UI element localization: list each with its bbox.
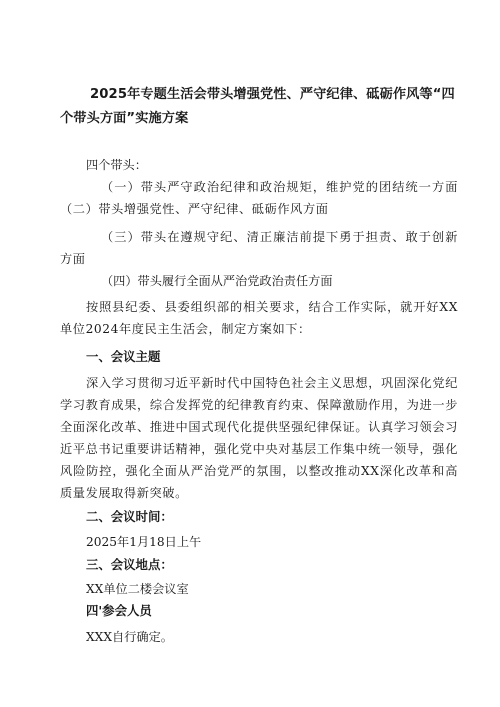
section-heading-time: 二、会议时间： bbox=[86, 509, 173, 524]
list-item-1: （一）带头严守政治纪律和政治规矩，维护党的团结统一方面（二）带头增强党性、严守纪律、砥砺作风方面 bbox=[60, 180, 458, 216]
list-item-2: （三）带头在遵规守纪、清正廉洁前提下勇于担责、敢于创新方面 bbox=[60, 230, 458, 266]
section-body-time: 2025年1月18日上午 bbox=[86, 535, 202, 549]
preface-paragraph: 按照县纪委、县委组织部的相关要求，结合工作实际，就开好XX单位2024年度民主生活会，制定方案如下： bbox=[60, 300, 458, 336]
document-title: 2025年专题生活会带头增强党性、严守纪律、砥砺作风等“四个带头方面”实施方案 bbox=[60, 87, 455, 126]
section-heading-attendees: 四'参会人员 bbox=[86, 603, 152, 618]
intro-heading: 四个带头： bbox=[86, 158, 147, 172]
section-body-theme: 深入学习贯彻习近平新时代中国特色社会主义思想，巩固深化党纪学习教育成果，综合发挥党的纪律教育约束、保障激励作用，为进一步全面深化改革、推进中国式现代化提供坚强纪律保证。认真学习领会习近平总书记重要讲话精神，强化党中央对基层工作集中统一领导，强化风险防控，强化全面从严治党严的氛围，以整改推动XX深化改革和高质量发展取得新突破。 bbox=[60, 376, 458, 500]
list-item-3: （四）带头履行全面从严治党政治责任方面 bbox=[101, 274, 333, 288]
section-body-attendees: XXX自行确定。 bbox=[86, 630, 173, 644]
section-body-location: XX单位二楼会议室 bbox=[86, 582, 189, 596]
section-heading-theme: 一、会议主题 bbox=[86, 349, 161, 364]
section-heading-location: 三、会议地点： bbox=[86, 557, 173, 572]
